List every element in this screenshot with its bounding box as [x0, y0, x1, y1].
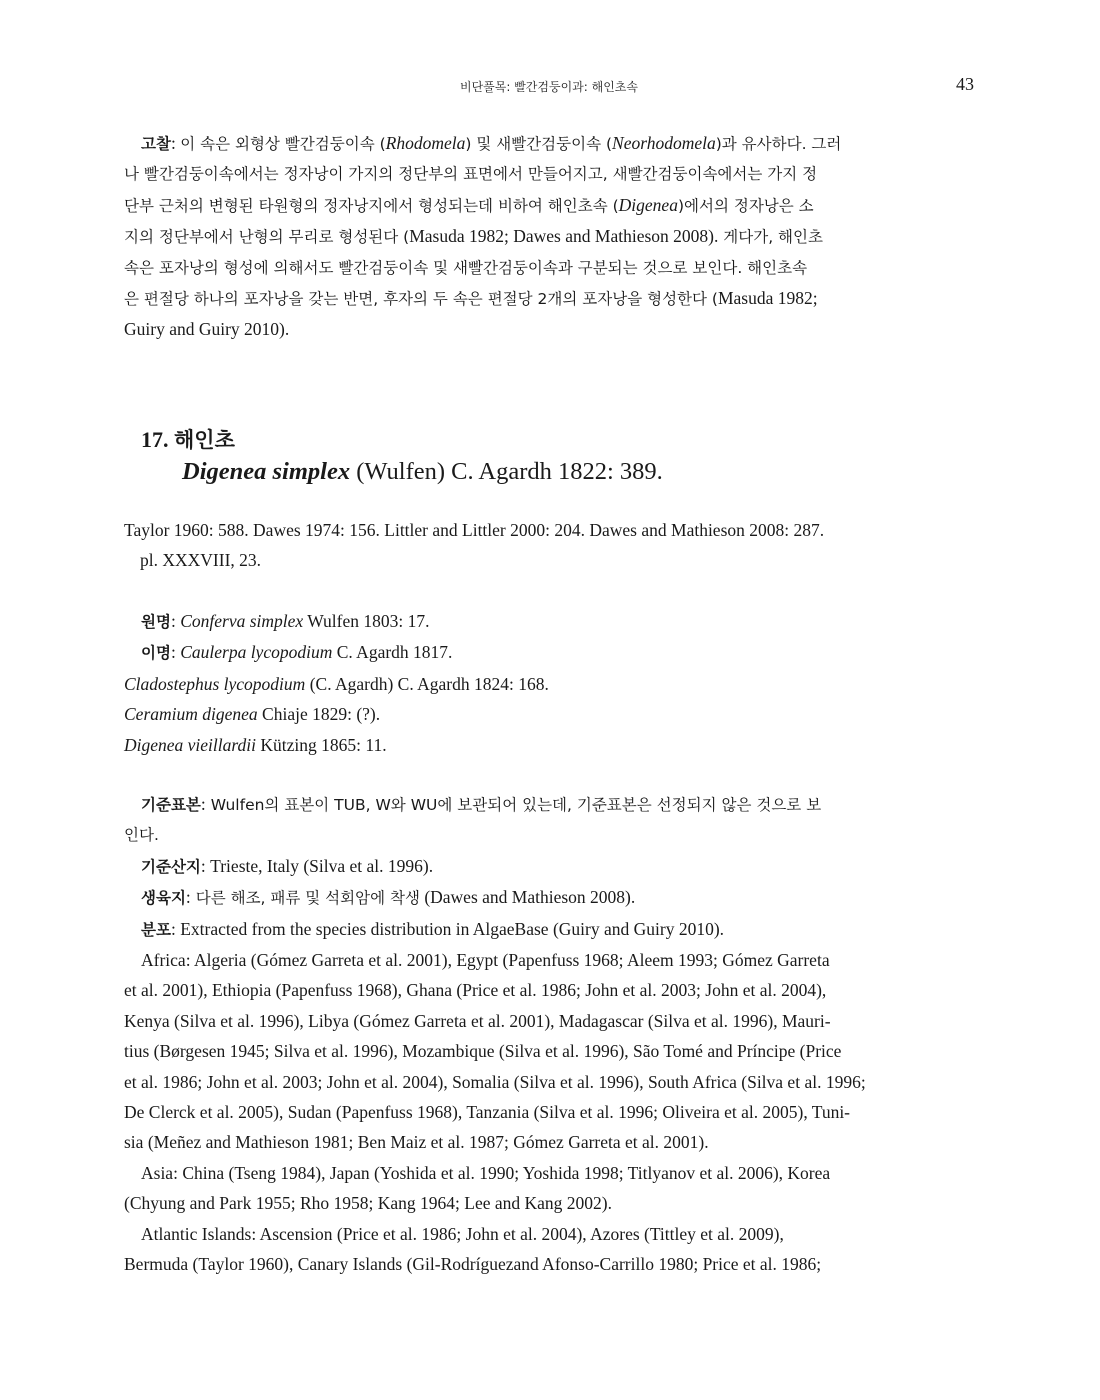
habitat: 생육지: 다른 해조, 패류 및 석회암에 착생 (Dawes and Mathieson 2008). [141, 887, 636, 908]
distribution-asia-line: Asia: China (Tseng 1984), Japan (Yoshida et al. 1990; Yoshida 1998; Titlyanov et al. 2006), Korea [141, 1162, 831, 1183]
synonym: Cladostephus lycopodium (C. Agardh) C. Agardh 1824: 168. [124, 673, 549, 694]
distribution-label: 분포 [141, 920, 171, 939]
distribution-africa-line: et al. 2001), Ethiopia (Papenfuss 1968), Ghana (Price et al. 1986; John et al. 2003; John et al. 2004), [124, 980, 827, 1001]
distribution-africa-line: sia (Meñez and Mathieson 1981; Ben Maiz et al. 1987; Gómez Garreta et al. 2001). [124, 1132, 709, 1153]
nomenclature [124, 606, 974, 760]
distribution-atlantic-line: Atlantic Islands: Ascension (Price et al. 1986; John et al. 2004), Azores (Tittley et al. 2009), [141, 1223, 784, 1244]
discussion-line: 지의 정단부에서 난형의 무리로 형성된다 (Masuda 1982; Dawes and Mathieson 2008). 게다가, 해인초 [124, 226, 823, 247]
species-authority: (Wulfen) C. Agardh 1822: 389. [350, 458, 663, 485]
basionym-label: 원명 [141, 613, 171, 631]
species-scientific-name-line [141, 455, 971, 489]
discussion-line: 고찰: 이 속은 외형상 빨간검둥이속 (Rhodomela) 및 새빨간검둥이속 (Neorhodomela)과 유사하다. 그러 [141, 133, 842, 153]
type-locality-label: 기준산지 [141, 857, 201, 876]
distribution-africa-line: et al. 1986; John et al. 2003; John et al. 2004), Somalia (Silva et al. 1996), South Africa (Silva et al. 1996; [124, 1071, 866, 1092]
reference-line: Taylor 1960: 588. Dawes 1974: 156. Littler and Littler 2000: 204. Dawes and Mathieson 2008: 287. [124, 520, 825, 540]
distribution-africa-line: Africa: Algeria (Gómez Garreta et al. 2001), Egypt (Papenfuss 1968; Aleem 1993; Gómez Garreta [141, 950, 830, 971]
distribution-africa-line: Kenya (Silva et al. 1996), Libya (Gómez Garreta et al. 2001), Madagascar (Silva et al. 1996), Mauri- [124, 1010, 831, 1031]
discussion-line: 나 빨간검둥이속에서는 정자낭이 가지의 정단부의 표면에서 만들어지고, 새빨간검둥이속에서는 가지 정 [124, 165, 818, 184]
running-head: 비단풀목: 빨간검둥이과: 해인초속 [459, 80, 638, 94]
type-specimen: 기준표본: Wulfen의 표본이 TUB, W와 WU에 보관되어 있는데, 기준표본은 선정되지 않은 것으로 보 [141, 794, 822, 814]
page-header [124, 74, 974, 98]
distribution: 분포: Extracted from the species distribution in AlgaeBase (Guiry and Guiry 2010). [141, 918, 725, 939]
synonym: Digenea vieillardii Kützing 1865: 11. [124, 734, 387, 755]
page-number: 43 [956, 74, 974, 94]
species-number: 17. [141, 427, 169, 452]
basionym: 원명: Conferva simplex Wulfen 1803: 17. [141, 611, 430, 631]
habitat-label: 생육지 [141, 889, 186, 908]
discussion-line: 속은 포자낭의 형성에 의해서도 빨간검둥이속 및 새빨간검둥이속과 구분되는 것으로 보인다. 해인초속 [124, 258, 808, 277]
discussion-line: Guiry and Guiry 2010). [124, 319, 290, 340]
discussion-line: 은 편절당 하나의 포자낭을 갖는 반면, 후자의 두 속은 편절당 2개의 포자낭을 형성한다 (Masuda 1982; [124, 288, 818, 309]
species-heading [141, 425, 971, 489]
synonym-label: 이명 [141, 644, 171, 663]
synonym: 이명: Caulerpa lycopodium C. Agardh 1817. [141, 642, 453, 663]
references [124, 515, 974, 576]
reference-line: pl. XXXVIII, 23. [140, 550, 262, 571]
species-korean-name: 해인초 [174, 428, 235, 452]
distribution-atlantic-line: Bermuda (Taylor 1960), Canary Islands (Gil-Rodríguezand Afonso-Carrillo 1980; Price et al. 1986; [124, 1254, 822, 1275]
discussion-line: 단부 근처의 변형된 타원형의 정자낭지에서 형성되는데 비하여 해인초속 (Digenea)에서의 정자낭은 소 [124, 194, 814, 215]
species-number-line [141, 425, 971, 455]
distribution-africa-line: tius (Børgesen 1945; Silva et al. 1996), Mozambique (Silva et al. 1996), São Tomé and Príncipe (Price [124, 1041, 842, 1062]
type-specimen-label: 기준표본 [141, 796, 201, 814]
species-details [124, 789, 974, 1280]
distribution-africa-line: De Clerck et al. 2005), Sudan (Papenfuss 1968), Tanzania (Silva et al. 1996; Oliveira et al. 2005), Tuni- [124, 1102, 851, 1123]
discussion-paragraph [124, 128, 974, 345]
type-locality: 기준산지: Trieste, Italy (Silva et al. 1996). [141, 855, 434, 876]
species-binomial: Digenea simplex [182, 458, 351, 485]
type-specimen-continued: 인다. [124, 826, 159, 845]
discussion-label: 고찰 [141, 135, 171, 153]
distribution-asia-line: (Chyung and Park 1955; Rho 1958; Kang 1964; Lee and Kang 2002). [124, 1193, 612, 1214]
synonym: Ceramium digenea Chiaje 1829: (?). [124, 704, 381, 725]
